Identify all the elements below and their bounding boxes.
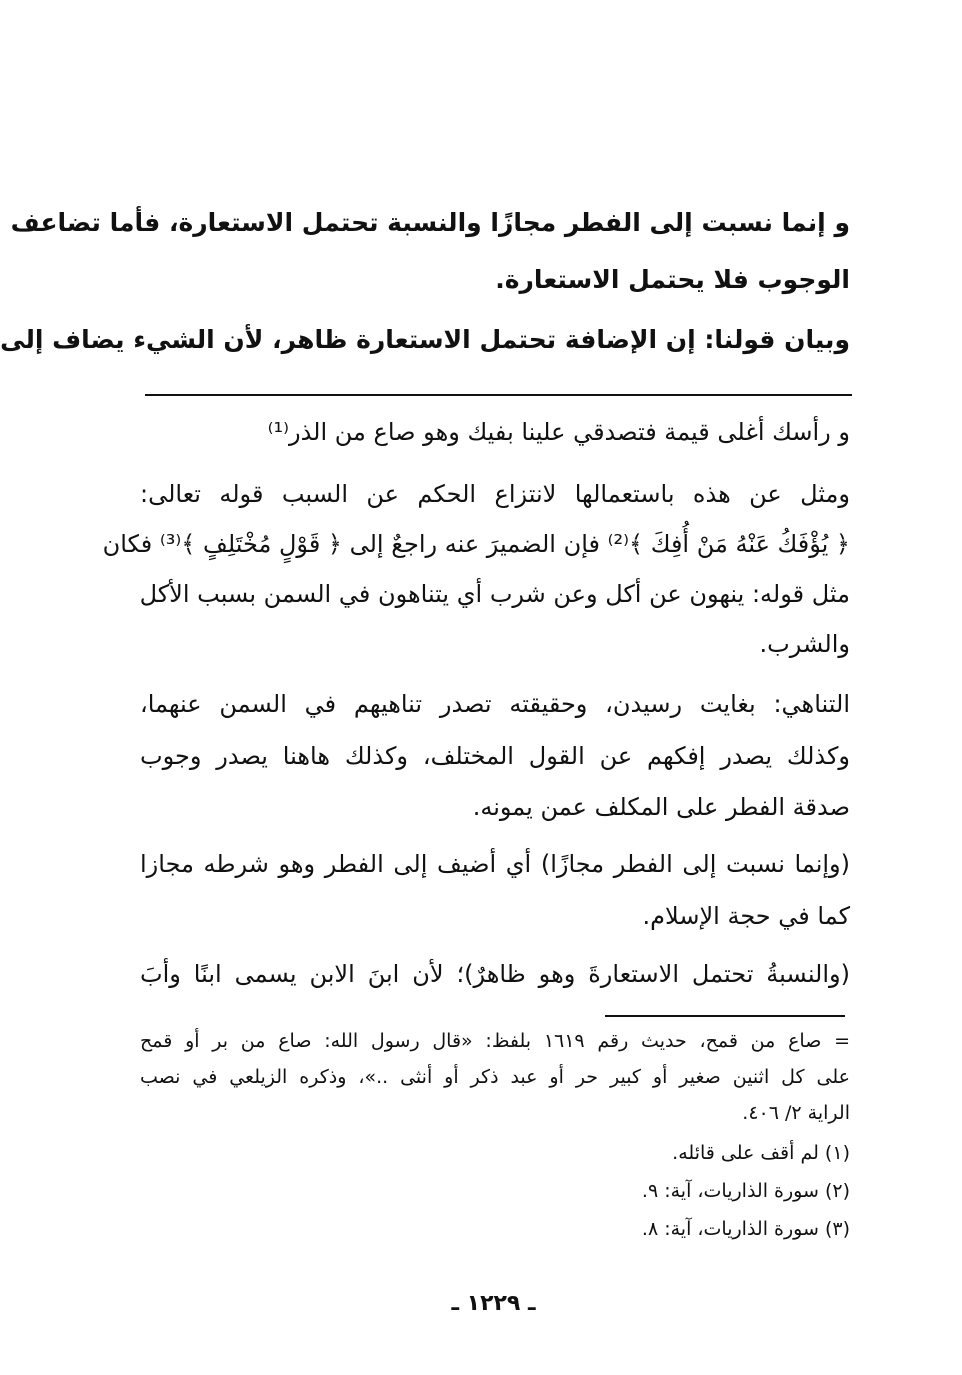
main-text-line-3: وبيان قولنا: إن الإضافة تحتمل الاستعارة ظاهر، لأن الشيء يضاف إلى: [0, 325, 850, 354]
footnote-continuation-line-3: الراية ٢/ ٤٠٦.: [742, 1102, 850, 1124]
footnote-3: (٣) سورة الذاريات، آية: ٨.: [641, 1218, 850, 1240]
section-divider: [145, 394, 852, 396]
commentary-para1-line-4: والشرب.: [759, 630, 850, 658]
verse-line: و رأسك أغلى قيمة فتصدقي علينا بفيك وهو صاع من الذر⁽¹⁾: [267, 418, 850, 446]
commentary-para1-line-3: مثل قوله: ينهون عن أكل وعن شرب أي يتناهون في السمن بسبب الأكل: [139, 580, 850, 608]
commentary-para2-line-2: وكذلك يصدر إفكهم عن القول المختلف، وكذلك هاهنا يصدر وجوب: [140, 742, 850, 770]
commentary-para3-line-1: (وإنما نسبت إلى الفطر مجازًا) أي أضيف إلى الفطر وهو شرطه مجازا: [140, 850, 850, 878]
commentary-para3-line-2: كما في حجة الإسلام.: [642, 902, 850, 930]
commentary-para2-line-3: صدقة الفطر على المكلف عمن يمونه.: [472, 793, 850, 821]
footnote-2: (٢) سورة الذاريات، آية: ٩.: [641, 1180, 850, 1202]
footnote-continuation-line-2: على كل اثنين صغير أو كبير حر أو عبد ذكر أو أنثى ..»، وذكره الزيلعي في نصب: [140, 1066, 850, 1088]
commentary-para1-line-1: ومثل عن هذه باستعمالها لانتزاع الحكم عن السبب قوله تعالى:: [140, 480, 850, 508]
main-text-line-2: الوجوب فلا يحتمل الاستعارة.: [495, 265, 850, 294]
main-text-line-1: و إنما نسبت إلى الفطر مجازًا والنسبة تحتمل الاستعارة، فأما تضاعف: [10, 208, 850, 237]
footnote-1: (١) لم أقف على قائله.: [672, 1142, 850, 1164]
commentary-para4-line-1: (والنسبةُ تحتمل الاستعارةَ وهو ظاهرٌ)؛ لأن ابنَ الابن يسمى ابنًا وأبَ: [140, 960, 850, 988]
footnote-continuation-line-1: = صاع من قمح، حديث رقم ١٦١٩ بلفظ: «قال رسول الله: صاع من بر أو قمح: [140, 1030, 850, 1052]
footnote-divider: [605, 1015, 845, 1017]
commentary-para1-line-2: ﴿ يُؤْفَكُ عَنْهُ مَنْ أُفِكَ ﴾⁽²⁾ فإن الضميرَ عنه راجعٌ إلى ﴿ قَوْلٍ مُخْتَلِفٍ ﴾⁽³⁾ فكان: [102, 530, 850, 558]
page-number: ـ ١٢٢٩ ـ: [451, 1291, 536, 1316]
commentary-para2-line-1: التناهي: بغايت رسيدن، وحقيقته تصدر تناهيهم في السمن عنهما،: [140, 690, 850, 718]
